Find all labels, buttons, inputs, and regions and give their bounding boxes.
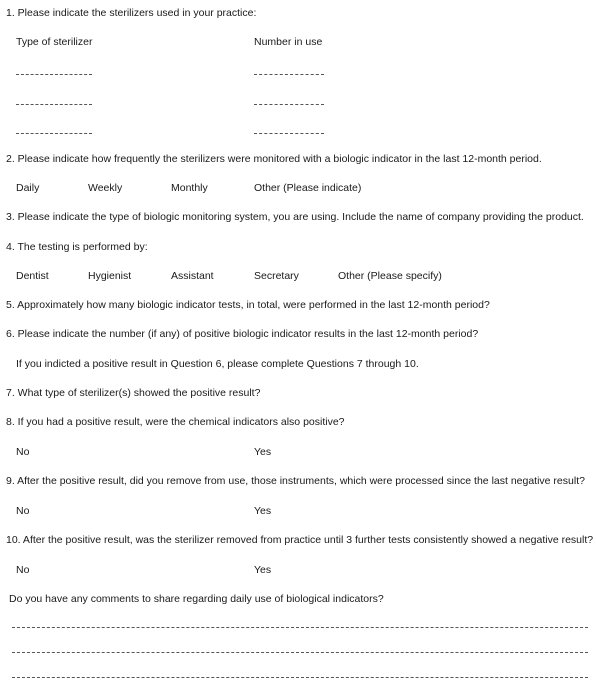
q8-option-yes[interactable]: Yes: [254, 446, 272, 458]
sterilizer-type-field-3[interactable]: [16, 133, 92, 134]
question-7: 7. What type of sterilizer(s) showed the positive result?: [6, 387, 261, 399]
option-other-indicate[interactable]: Other (Please indicate): [254, 182, 362, 194]
sterilizer-type-field-1[interactable]: [16, 74, 92, 75]
q10-option-yes[interactable]: Yes: [254, 564, 272, 576]
question-9: 9. After the positive result, did you remove from use, those instruments, which were processed since the last negative result?: [6, 475, 585, 487]
option-daily[interactable]: Daily: [16, 182, 40, 194]
column-header-number: Number in use: [254, 36, 323, 48]
question-2: 2. Please indicate how frequently the sterilizers were monitored with a biologic indicator in the last 12-month period.: [6, 153, 542, 165]
q8-option-no[interactable]: No: [16, 446, 30, 458]
column-header-type: Type of sterilizer: [16, 36, 93, 48]
q10-option-no[interactable]: No: [16, 564, 30, 576]
question-10: 10. After the positive result, was the sterilizer removed from practice until 3 further tests consistently showed a negative result?: [6, 534, 594, 546]
option-hygienist[interactable]: Hygienist: [88, 270, 132, 282]
question-3: 3. Please indicate the type of biologic monitoring system, you are using. Include the name of company providing the product.: [6, 211, 584, 223]
question-4: 4. The testing is performed by:: [6, 241, 148, 253]
option-secretary[interactable]: Secretary: [254, 270, 299, 282]
question-6: 6. Please indicate the number (if any) of positive biologic indicator results in the last 12-month period?: [6, 328, 479, 340]
option-weekly[interactable]: Weekly: [88, 182, 123, 194]
option-assistant[interactable]: Assistant: [171, 270, 214, 282]
q9-option-no[interactable]: No: [16, 505, 30, 517]
q9-option-yes[interactable]: Yes: [254, 505, 272, 517]
comments-line-2[interactable]: [12, 652, 588, 653]
comments-line-1[interactable]: [12, 627, 588, 628]
comments-question: Do you have any comments to share regarding daily use of biological indicators?: [9, 593, 384, 605]
question-8: 8. If you had a positive result, were the chemical indicators also positive?: [6, 416, 345, 428]
question-1: 1. Please indicate the sterilizers used in your practice:: [6, 7, 257, 19]
sterilizer-number-field-2[interactable]: [254, 104, 324, 105]
comments-line-3[interactable]: [12, 677, 588, 678]
option-other-specify[interactable]: Other (Please specify): [338, 270, 442, 282]
question-6-note: If you indicted a positive result in Question 6, please complete Questions 7 through 10.: [16, 358, 419, 370]
question-5: 5. Approximately how many biologic indicator tests, in total, were performed in the last 12-month period?: [6, 299, 490, 311]
option-monthly[interactable]: Monthly: [171, 182, 208, 194]
sterilizer-number-field-1[interactable]: [254, 74, 324, 75]
sterilizer-number-field-3[interactable]: [254, 133, 324, 134]
sterilizer-type-field-2[interactable]: [16, 104, 92, 105]
option-dentist[interactable]: Dentist: [16, 270, 49, 282]
